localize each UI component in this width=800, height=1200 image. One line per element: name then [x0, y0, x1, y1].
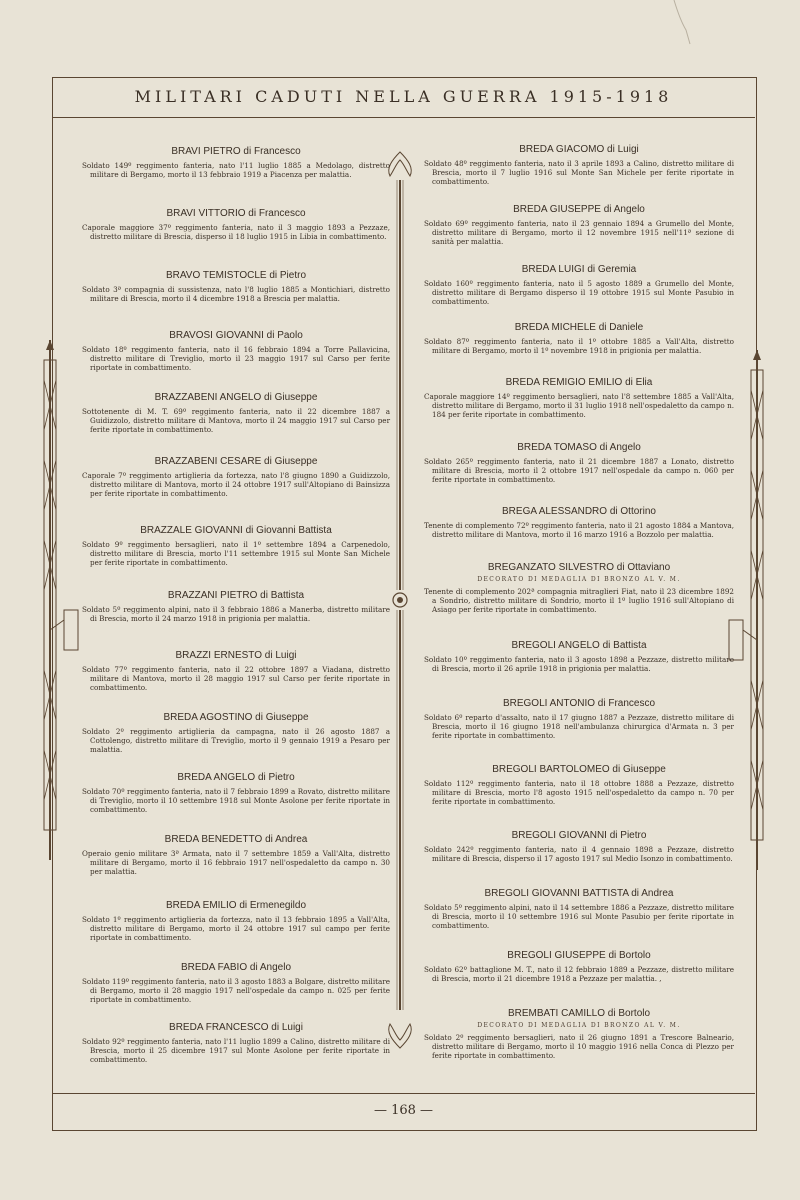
casualty-record: Caporale maggiore 14º reggimento bersaglieri, nato l'8 settembre 1885 a Vall'Alta, distretto militare di Bergamo, morto il 31 luglio 1918 nell'ospedaletto da campo n. 184 per ferite riportate in combattimento.	[424, 392, 734, 420]
casualty-name: BRAVI PIETRO di Francesco	[171, 146, 301, 157]
decoration-note: DECORATO DI MEDAGLIA DI BRONZO AL V. M.	[477, 1022, 681, 1029]
casualty-name: BRAZZABENI CESARE di Giuseppe	[154, 456, 318, 467]
casualty-entry	[82, 962, 390, 1005]
casualty-entry	[424, 888, 734, 931]
paper-crease-mark	[672, 0, 692, 45]
casualty-name: BREDA FRANCESCO di Luigi	[169, 1022, 303, 1033]
casualty-record: Tenente di complemento 72º reggimento fanteria, nato il 21 agosto 1884 a Mantova, distretto militare di Mantova, morto il 16 marzo 1916 a Bozzolo per malattia.	[424, 521, 734, 540]
casualty-record: Soldato 5º reggimento alpini, nato il 3 febbraio 1886 a Manerba, distretto militare di Brescia, morto il 24 marzo 1918 in prigionia per malattia.	[82, 605, 390, 624]
casualty-entry	[82, 1022, 390, 1065]
casualty-name: BRAVI VITTORIO di Francesco	[166, 208, 306, 219]
casualty-name: BRAZZALE GIOVANNI di Giovanni Battista	[140, 525, 332, 536]
casualty-entry	[424, 322, 734, 355]
page-footer	[52, 1093, 755, 1130]
casualty-entry	[82, 650, 390, 693]
page-number: — 168 —	[373, 1103, 434, 1118]
casualty-entry	[424, 144, 734, 187]
casualty-entry	[424, 698, 734, 741]
casualty-record: Operaio genio militare 3ª Armata, nato il 7 settembre 1859 a Vall'Alta, distretto militare di Bergamo, morto il 16 febbraio 1917 nell'ospedaletto da campo n. 30 per malattia.	[82, 849, 390, 877]
casualty-name: BREDA EMILIO di Ermenegildo	[165, 900, 307, 911]
casualty-name: BREDA GIACOMO di Luigi	[519, 144, 639, 155]
casualty-record: Soldato 6º reparto d'assalto, nato il 17 giugno 1887 a Pezzaze, distretto militare di Brescia, morto il 16 giugno 1918 nell'ambulanza chirurgica d'Armata n. 3 per ferite riportate in combattimento.	[424, 713, 734, 741]
casualty-record: Soldato 62º battaglione M. T., nato il 12 febbraio 1889 a Pezzaze, distretto militare di Brescia, morto il 21 dicembre 1918 a Pezzaze per malattia. ,	[424, 965, 734, 984]
casualty-name: BREDA BENEDETTO di Andrea	[164, 834, 308, 845]
casualty-entry	[82, 525, 390, 568]
casualty-record: Soldato 77º reggimento fanteria, nato il 22 ottobre 1897 a Viadana, distretto militare di Mantova, morto il 28 maggio 1917 sul Carso per ferite riportate in combattimento.	[82, 665, 390, 693]
casualty-name: BREGOLI GIUSEPPE di Bortolo	[507, 950, 651, 961]
casualty-name: BREGOLI GIOVANNI BATTISTA di Andrea	[484, 888, 674, 899]
casualty-entry	[424, 562, 734, 615]
casualty-record: Soldato 160º reggimento fanteria, nato il 5 agosto 1889 a Grumello del Monte, distretto militare di Bergamo disperso il 19 ottobre 1915 sul Monte Pasubio in combattimento.	[424, 279, 734, 307]
casualty-record: Tenente di complemento 202ª compagnia mitraglieri Fiat, nato il 23 dicembre 1892 a Sondrio, distretto militare di Sondrio, morto il 1º luglio 1916 sull'Altopiano di Asiago per ferite riportate in combattimento.	[424, 587, 734, 615]
casualty-record: Soldato 3ª compagnia di sussistenza, nato l'8 luglio 1885 a Montichiari, distretto militare di Brescia, morto il 4 dicembre 1918 a Brescia per malattia.	[82, 285, 390, 304]
casualty-entry	[82, 712, 390, 755]
casualty-name: BREDA GIUSEPPE di Angelo	[513, 204, 645, 215]
casualty-entry	[82, 900, 390, 943]
casualty-name: BRAVOSI GIOVANNI di Paolo	[169, 330, 303, 341]
casualty-entry	[424, 264, 734, 307]
casualty-name: BREGOLI BARTOLOMEO di Giuseppe	[492, 764, 666, 775]
casualty-entry	[82, 146, 390, 179]
casualty-record: Soldato 1º reggimento artiglieria da fortezza, nato il 13 febbraio 1895 a Vall'Alta, distretto militare di Bergamo, morto il 24 ottobre 1917 sul campo per ferite riportate in combattimento.	[82, 915, 390, 943]
casualty-name: BREGANZATO SILVESTRO di Ottaviano	[487, 562, 671, 573]
casualty-name: BREDA MICHELE di Daniele	[514, 322, 644, 333]
flag-ornament-left	[36, 340, 82, 860]
casualty-record: Soldato 9º reggimento bersaglieri, nato il 1º settembre 1894 a Carpenedolo, distretto militare di Brescia, morto l'11 settembre 1915 sul Monte San Michele per ferite riportate in combattimento.	[82, 540, 390, 568]
casualty-entry	[424, 442, 734, 485]
casualty-record: Soldato 70º reggimento fanteria, nato il 7 febbraio 1899 a Rovato, distretto militare di Treviglio, morto il 10 settembre 1918 sul Monte Asolone per ferite riportate in combattimento.	[82, 787, 390, 815]
casualty-record: Sottotenente di M. T. 69º reggimento fanteria, nato il 22 dicembre 1887 a Guidizzolo, distretto militare di Mantova, morto il 24 maggio 1917 sul Carso per ferite riportate in combattimento.	[82, 407, 390, 435]
casualty-entry	[424, 506, 734, 539]
casualty-entry	[82, 834, 390, 877]
casualty-record: Soldato 2º reggimento bersaglieri, nato il 26 giugno 1891 a Trescore Balneario, distretto militare di Bergamo, morto il 10 maggio 1916 nella Conca di Plezzo per ferite riportate in combattimento.	[424, 1033, 734, 1061]
casualty-record: Soldato 242º reggimento fanteria, nato il 4 gennaio 1898 a Pezzaze, distretto militare di Brescia, disperso il 17 agosto 1917 sul Medio Isonzo in combattimento.	[424, 845, 734, 864]
casualty-entry	[424, 830, 734, 863]
casualty-record: Soldato 69º reggimento fanteria, nato il 23 gennaio 1894 a Grumello del Monte, distretto militare di Bergamo, morto il 12 novembre 1915 nell'11ª sezione di sanità per malattia.	[424, 219, 734, 247]
casualty-name: BRAZZI ERNESTO di Luigi	[175, 650, 297, 661]
casualty-record: Soldato 119º reggimento fanteria, nato il 3 agosto 1883 a Bolgare, distretto militare di Bergamo, morto il 28 maggio 1917 nell'ospedale da campo n. 025 per ferite riportate in combattimento.	[82, 977, 390, 1005]
casualty-name: BREGOLI GIOVANNI di Pietro	[511, 830, 647, 841]
casualty-name: BRAZZANI PIETRO di Battista	[167, 590, 305, 601]
casualty-record: Soldato 265º reggimento fanteria, nato il 21 dicembre 1887 a Lonato, distretto militare di Brescia, morto il 2 ottobre 1917 nell'ospedale da campo n. 060 per ferite riportate in combattimento.	[424, 457, 734, 485]
casualty-name: BREMBATI CAMILLO di Bortolo	[507, 1008, 651, 1019]
casualty-entry	[82, 456, 390, 499]
casualty-entry	[424, 640, 734, 673]
casualty-record: Soldato 87º reggimento fanteria, nato il 1º ottobre 1885 a Vall'Alta, distretto militare di Bergamo, morto il 1º novembre 1918 in prigionia per malattia.	[424, 337, 734, 356]
casualty-record: Soldato 112º reggimento fanteria, nato il 18 ottobre 1888 a Pezzaze, distretto militare di Brescia, morto l'8 agosto 1915 nell'ospedaletto da campo n. 70 per ferite riportate in combattimento.	[424, 779, 734, 807]
casualty-record: Caporale maggiore 37º reggimento fanteria, nato il 3 maggio 1893 a Pezzaze, distretto militare di Brescia, disperso il 18 luglio 1915 in Libia in combattimento.	[82, 223, 390, 242]
casualty-name: BREGA ALESSANDRO di Ottorino	[502, 506, 656, 517]
casualty-record: Soldato 18º reggimento fanteria, nato il 16 febbraio 1894 a Torre Pallavicina, distretto militare di Treviglio, morto il 23 maggio 1917 sul Carso per ferite riportate in combattimento.	[82, 345, 390, 373]
casualty-record: Soldato 2º reggimento artiglieria da campagna, nato il 26 agosto 1887 a Cottolengo, distretto militare di Treviglio, morto il 9 gennaio 1919 a Pesaro per malattia.	[82, 727, 390, 755]
casualty-name: BREDA REMIGIO EMILIO di Elia	[505, 377, 653, 388]
casualty-record: Caporale 7º reggimento artiglieria da fortezza, nato l'8 giugno 1890 a Guidizzolo, distretto militare di Mantova, morto il 24 ottobre 1917 sull'Altopiano di Bainsizza per ferite riportate in combattimento.	[82, 471, 390, 499]
casualty-name: BRAZZABENI ANGELO di Giuseppe	[154, 392, 318, 403]
casualty-record: Soldato 5º reggimento alpini, nato il 14 settembre 1886 a Pezzaze, distretto militare di Brescia, morto il 10 settembre 1916 sul Monte Pasubio per ferite riportate in combattimento.	[424, 903, 734, 931]
casualty-entry	[424, 1008, 734, 1061]
casualty-name: BREGOLI ANGELO di Battista	[511, 640, 647, 651]
casualty-entry	[82, 590, 390, 623]
casualty-name: BRAVO TEMISTOCLE di Pietro	[165, 270, 307, 281]
casualty-entry	[424, 950, 734, 983]
casualty-name: BREDA ANGELO di Pietro	[177, 772, 295, 783]
casualty-record: Soldato 10º reggimento fanteria, nato il 3 agosto 1898 a Pezzaze, distretto militare di Brescia, morto il 26 aprile 1918 in prigionia per malattia.	[424, 655, 734, 674]
casualty-record: Soldato 149º reggimento fanteria, nato l'11 luglio 1885 a Medolago, distretto militare di Bergamo, morto il 13 febbraio 1919 a Piacenza per malattia.	[82, 161, 390, 180]
decoration-note: DECORATO DI MEDAGLIA DI BRONZO AL V. M.	[477, 576, 681, 583]
casualty-record: Soldato 48º reggimento fanteria, nato il 3 aprile 1893 a Calino, distretto militare di Brescia, morto il 7 luglio 1916 sul Monte San Michele per ferite riportate in combattimento.	[424, 159, 734, 187]
casualty-name: BREDA LUIGI di Geremia	[521, 264, 637, 275]
casualty-entry	[82, 330, 390, 373]
page-header	[52, 77, 755, 118]
page-title: MILITARI CADUTI NELLA GUERRA 1915-1918	[134, 87, 673, 106]
casualty-entry	[82, 772, 390, 815]
casualty-record: Soldato 92º reggimento fanteria, nato l'11 luglio 1899 a Calino, distretto militare di Brescia, morto il 25 dicembre 1917 sul Monte Asolone per ferite riportate in combattimento.	[82, 1037, 390, 1065]
casualty-entry	[424, 764, 734, 807]
casualty-entry	[424, 204, 734, 247]
casualty-entry	[82, 392, 390, 435]
casualty-entry	[424, 377, 734, 420]
casualty-entry	[82, 208, 390, 241]
casualty-entry	[82, 270, 390, 303]
casualty-name: BREDA AGOSTINO di Giuseppe	[163, 712, 309, 723]
casualty-name: BREDA FABIO di Angelo	[180, 962, 292, 973]
casualty-name: BREGOLI ANTONIO di Francesco	[502, 698, 656, 709]
casualty-name: BREDA TOMASO di Angelo	[517, 442, 641, 453]
